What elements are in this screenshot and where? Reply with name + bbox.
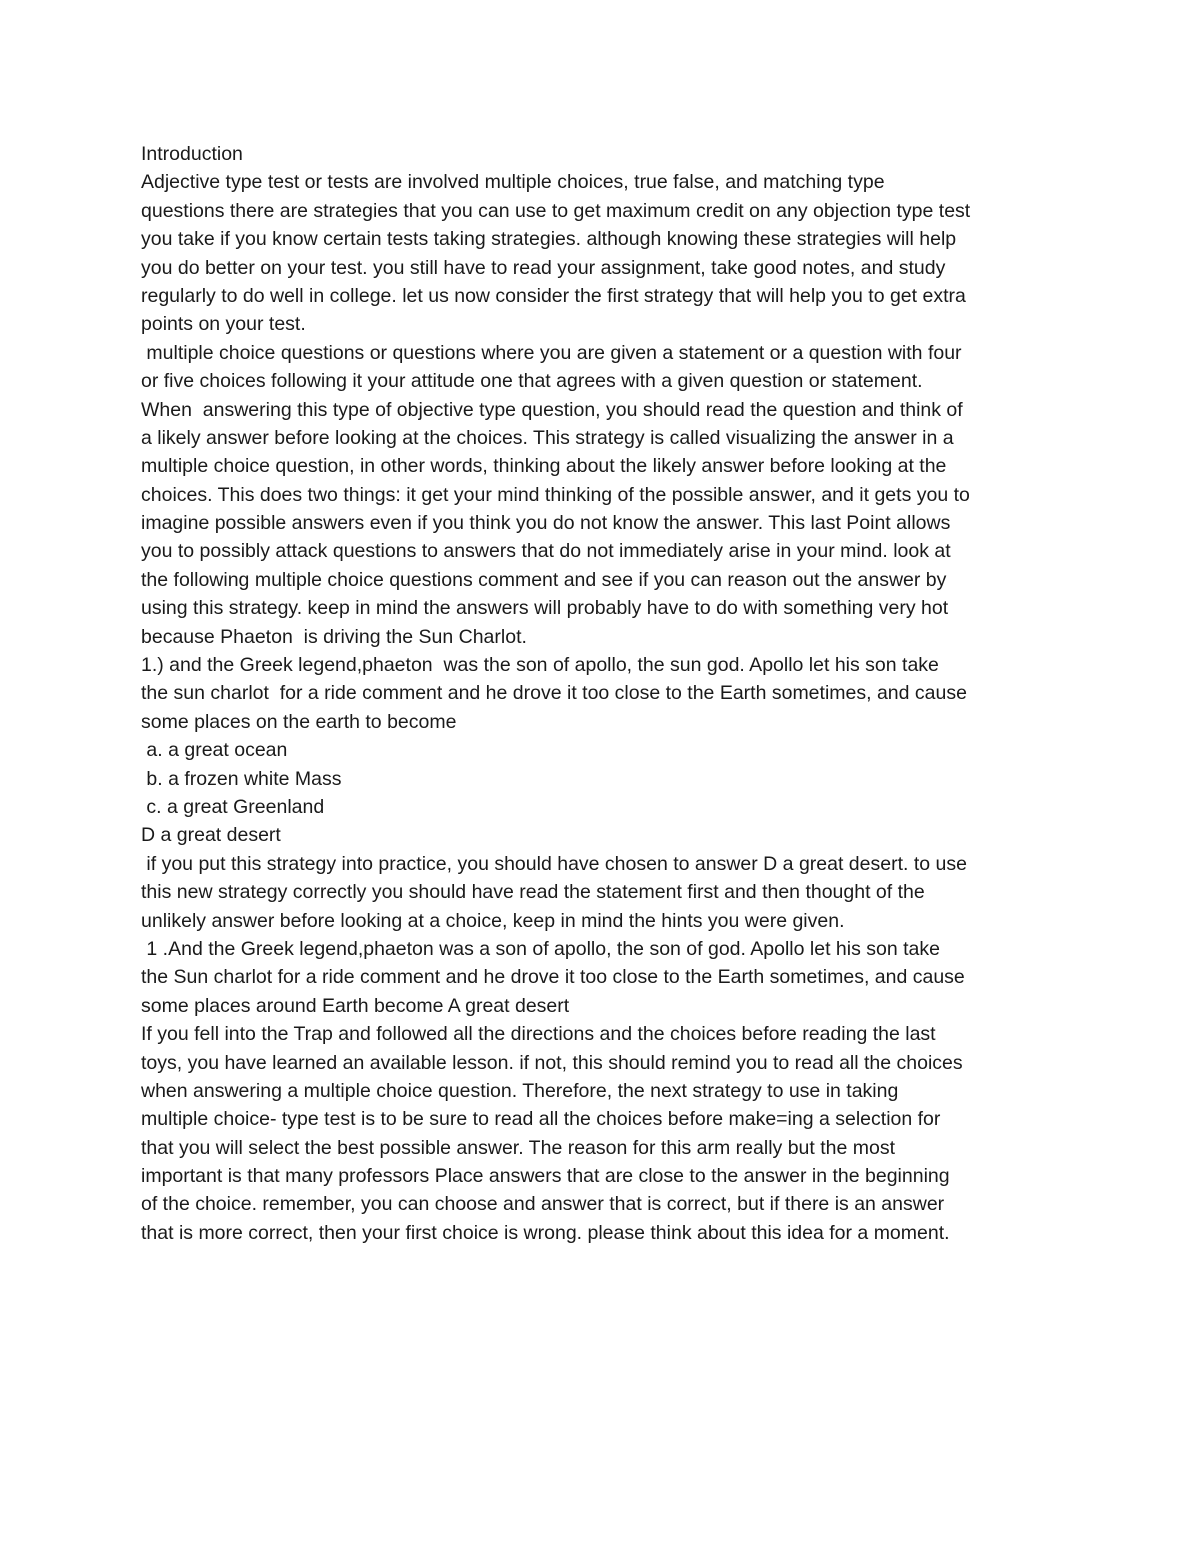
text-line: using this strategy. keep in mind the answers will probably have to do with something very hot <box>141 597 949 620</box>
text-line: multiple choice- type test is to be sure to read all the choices before make=ing a selection for <box>141 1108 941 1131</box>
text-line: because Phaeton is driving the Sun Charlot. <box>141 625 527 648</box>
text-line: imagine possible answers even if you think you do not know the answer. This last Point allows <box>141 512 951 535</box>
text-line: multiple choice questions or questions where you are given a statement or a question with four <box>141 341 962 364</box>
document-body <box>141 140 1071 1247</box>
text-line: important is that many professors Place answers that are close to the answer in the beginning <box>141 1165 950 1188</box>
text-line: regularly to do well in college. let us now consider the first strategy that will help you to get extra <box>141 284 966 307</box>
text-line: unlikely answer before looking at a choice, keep in mind the hints you were given. <box>141 909 845 932</box>
question-line: 1 .And the Greek legend,phaeton was a son of apollo, the son of god. Apollo let his son take <box>141 937 940 960</box>
question-line: some places on the earth to become <box>141 710 457 733</box>
answer-choice-b: b. a frozen white Mass <box>141 767 342 790</box>
question-line: the sun charlot for a ride comment and he drove it too close to the Earth sometimes, and cause <box>141 682 967 705</box>
text-line: that is more correct, then your first choice is wrong. please think about this idea for a moment. <box>141 1221 950 1244</box>
text-line: or five choices following it your attitude one that agrees with a given question or statement. <box>141 370 923 393</box>
text-line: you take if you know certain tests taking strategies. although knowing these strategies will help <box>141 228 957 251</box>
answer-choice-d: D a great desert <box>141 824 281 847</box>
question-line: some places around Earth become A great desert <box>141 994 570 1017</box>
question-line: the Sun charlot for a ride comment and he drove it too close to the Earth sometimes, and cause <box>141 966 965 989</box>
question-line: 1.) and the Greek legend,phaeton was the son of apollo, the sun god. Apollo let his son take <box>141 654 939 677</box>
text-line: of the choice. remember, you can choose and answer that is correct, but if there is an answer <box>141 1193 945 1216</box>
text-line: you do better on your test. you still have to read your assignment, take good notes, and study <box>141 256 946 279</box>
text-line: toys, you have learned an available lesson. if not, this should remind you to read all the choices <box>141 1051 963 1074</box>
heading-introduction: Introduction <box>141 143 243 165</box>
answer-choice-a: a. a great ocean <box>141 739 288 762</box>
text-line: a likely answer before looking at the choices. This strategy is called visualizing the answer in a <box>141 426 954 449</box>
text-line: choices. This does two things: it get your mind thinking of the possible answer, and it gets you to <box>141 483 970 506</box>
text-line: this new strategy correctly you should have read the statement first and then thought of the <box>141 881 925 904</box>
text-line: when answering a multiple choice question. Therefore, the next strategy to use in taking <box>141 1079 899 1102</box>
text-line: that you will select the best possible answer. The reason for this arm really but the most <box>141 1136 896 1159</box>
text-line: Adjective type test or tests are involved multiple choices, true false, and matching type <box>141 171 885 194</box>
text-line: multiple choice question, in other words, thinking about the likely answer before looking at the <box>141 455 947 478</box>
text-line: you to possibly attack questions to answers that do not immediately arise in your mind. look at <box>141 540 951 563</box>
text-line: if you put this strategy into practice, you should have chosen to answer D a great desert. to use <box>141 852 967 875</box>
text-line: questions there are strategies that you can use to get maximum credit on any objection type test <box>141 199 971 222</box>
text-line: points on your test. <box>141 313 306 336</box>
text-line: the following multiple choice questions comment and see if you can reason out the answer by <box>141 568 947 591</box>
answer-choice-c: c. a great Greenland <box>141 795 325 818</box>
text-line: When answering this type of objective type question, you should read the question and think of <box>141 398 963 421</box>
text-line: If you fell into the Trap and followed all the directions and the choices before reading the last <box>141 1023 936 1046</box>
